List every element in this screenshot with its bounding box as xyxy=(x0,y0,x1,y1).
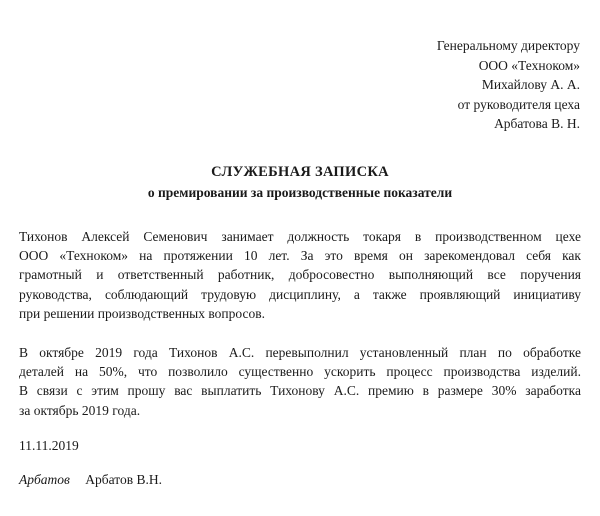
document-date: 11.11.2019 xyxy=(19,438,79,453)
sender-position: от руководителя цеха xyxy=(457,96,580,112)
paragraph-line: грамотный и ответственный работник, добросовестно выполняющий все поручения xyxy=(19,267,581,283)
signatory-name: Арбатов В.Н. xyxy=(85,472,163,487)
body-paragraph-2 xyxy=(19,343,581,420)
handwritten-signature: Арбатов xyxy=(19,472,70,487)
paragraph-line: руководства, соблюдающий трудовую дисциплину, а также проявляющий инициативу xyxy=(19,286,581,302)
document-subtitle: о премировании за производственные показатели xyxy=(147,185,453,200)
sender-name: Арбатова В. Н. xyxy=(494,116,580,131)
addressee-name: Михайлову А. А. xyxy=(481,77,580,92)
paragraph-line: при решении производственных вопросов. xyxy=(19,305,265,321)
addressee-position: Генеральному директору xyxy=(436,38,580,53)
paragraph-line: ООО «Техноком» на протяжении 10 лет. За это время он зарекомендовал себя как xyxy=(19,248,581,264)
paragraph-line: В связи с этим прошу вас выплатить Тихонову А.С. премию в размере 30% заработка xyxy=(19,383,581,399)
document-title: СЛУЖЕБНАЯ ЗАПИСКА xyxy=(211,164,389,180)
body-paragraph-1 xyxy=(19,227,581,323)
paragraph-line: за октябрь 2019 года. xyxy=(19,402,141,418)
paragraph-line: Тихонов Алексей Семенович занимает должность токаря в производственном цехе xyxy=(19,229,581,244)
paragraph-line: деталей на 50%, что позволило существенно ускорить процесс производства изделий. xyxy=(19,364,581,380)
addressee-company: ООО «Техноком» xyxy=(478,57,580,73)
paragraph-line: В октябре 2019 года Тихонов А.С. перевыполнил установленный план по обработке xyxy=(19,345,581,360)
signature-block xyxy=(19,472,162,488)
addressee-block xyxy=(330,36,580,134)
